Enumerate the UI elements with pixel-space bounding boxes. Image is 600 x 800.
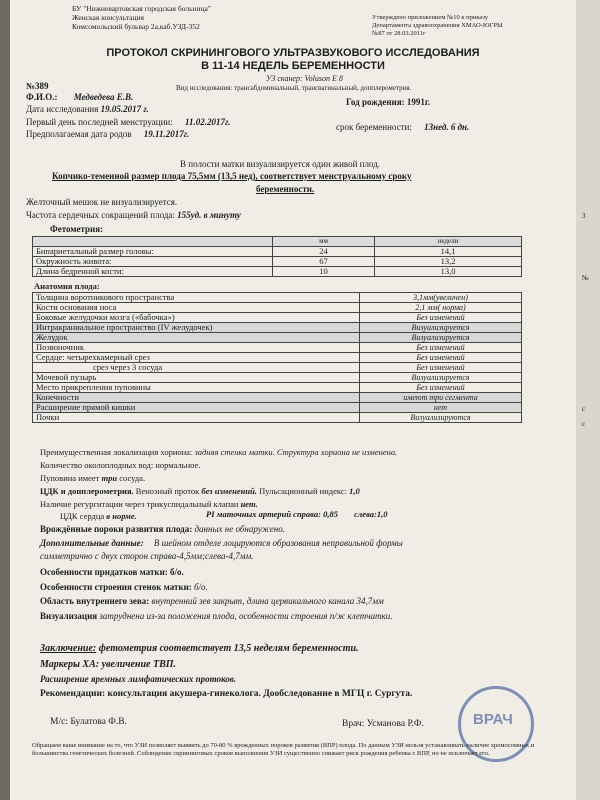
anatomy-param: Желудок	[33, 333, 360, 343]
table-row	[33, 323, 522, 333]
anatomy-param: Позвоночник	[33, 343, 360, 353]
clinic-address: Комсомольский бульвар 2а,каб.УЗД-352	[72, 22, 200, 31]
cord-tail: сосуда.	[119, 473, 146, 483]
stamp-text: ВРАЧ	[473, 711, 513, 728]
table-row	[33, 353, 522, 363]
anatomy-value: Без изменений	[360, 353, 522, 363]
heart-doppler-value: в норме.	[106, 511, 137, 521]
anatomy-param: Боковые желудочки мозга («бабочка»)	[33, 313, 360, 323]
fetus-count: В полости матки визуализируется один живой плод.	[180, 159, 381, 169]
chorion-row	[40, 447, 397, 458]
doppler-label: ЦДК и допплерометрия.	[40, 486, 134, 496]
cord-label: Пуповина имеет	[40, 473, 100, 483]
anatomy-param: Интракраниальное пространство (IV желудочек)	[33, 323, 360, 333]
clinic-header	[72, 4, 211, 31]
document-title: ПРОТОКОЛ СКРИНИНГОВОГО УЛЬТРАЗВУКОВОГО ИССЛЕДОВАНИЯ	[106, 47, 480, 59]
table-row	[33, 303, 522, 313]
term-value: 13нед. 6 дн.	[424, 122, 470, 132]
pi-value: 1,0	[349, 486, 360, 496]
anatomy-param: Сердце: четырехкамерный срез	[33, 353, 360, 363]
term-row	[336, 122, 469, 133]
approval-line-3: №87 от 28.03.2011г	[372, 30, 426, 37]
conclusion-row	[40, 643, 359, 654]
extra-data-value: В шейном отделе лоцируются образования неправильной формы	[153, 538, 403, 548]
visualization-label: Визуализация	[40, 611, 98, 621]
regurgitation-label: Наличие регургитации через трикуспидальный клапан	[40, 499, 239, 509]
pi-label: Пульсационный индекс:	[259, 486, 347, 496]
lmp-date: 11.02.2017г.	[184, 117, 231, 127]
patient-name-row	[26, 92, 133, 103]
adnexa: Особенности придатков матки: б/о.	[40, 567, 184, 577]
approval-line-2: Департамента здравоохранения ХМАО-ЮГРЫ	[372, 22, 503, 29]
scanner-model: УЗ сканер: Voluson E 8	[266, 74, 343, 83]
table-row	[33, 313, 522, 323]
doctor-signature: Врач: Усманова Р.Ф.	[342, 719, 424, 729]
fetometry-header-blank	[33, 237, 273, 247]
internal-os-value: внутренний зев закрыт, длина цервикального канала 34,7мм	[151, 596, 384, 606]
fetometry-table	[32, 236, 522, 277]
extra-data-row	[40, 538, 403, 549]
anatomy-value: Визуализируются	[360, 413, 522, 423]
due-date-row	[26, 129, 189, 140]
table-row	[33, 267, 522, 277]
term-label: срок беременности:	[336, 122, 412, 132]
anatomy-value: Без изменений	[360, 383, 522, 393]
disclaimer-footer: Обращаем ваше внимание на то, что УЗИ позволяет выявить до 70-80 % врожденных пороков развития (ВПР) плода. По данным УЗИ нельзя устанавливать наличие хромосомных и большинства генетических болезней. Соблюдение скрининговых сроков выполнения УЗИ существенно снижает риск рождения ребенка с ВПР, но не исключает его.	[32, 742, 535, 757]
visualization-value: затруднена из-за положения плода, особенности строения п/ж клетчатки.	[99, 611, 393, 621]
study-type: Вид исследования: трансабдоминальный, трансвагинальный, допплерометрия.	[176, 84, 412, 92]
col-mm: мм	[273, 237, 375, 247]
anatomy-value: Без изменений	[360, 343, 522, 353]
lmp-label: Первый день последней менструации:	[26, 117, 173, 127]
ductus-label: Венозный проток	[135, 486, 200, 496]
fetometry-mm: 24	[273, 247, 375, 257]
protocol-sheet	[10, 0, 576, 800]
uterine-arteries-left: слева:1,0	[354, 509, 388, 519]
table-row	[33, 403, 522, 413]
anatomy-value: Визуализируется	[360, 323, 522, 333]
malformations-label: Врождённые пороки развития плода:	[40, 524, 193, 534]
fetometry-weeks: 14,1	[375, 247, 522, 257]
conclusion-value: фетометрия соответствует 13,5 неделям беременности.	[98, 643, 359, 654]
malformations-row	[40, 524, 285, 535]
anatomy-value: 3,1мм(увеличен)	[360, 293, 522, 303]
table-row	[33, 373, 522, 383]
due-date-label: Предполагаемая дата родов	[26, 129, 132, 139]
internal-os-label: Область внутреннего зева:	[40, 596, 150, 606]
heart-rate-row	[26, 210, 241, 221]
yolk-sac: Желточный мешок не визуализируется.	[26, 197, 178, 207]
ductus-value: без изменений.	[201, 486, 257, 496]
fetometry-title: Фетометрия:	[50, 224, 104, 234]
study-date-label: Дата исследования	[26, 104, 99, 114]
due-date: 19.11.2017г.	[143, 129, 190, 139]
fetometry-weeks: 13,0	[375, 267, 522, 277]
uterine-arteries-row	[206, 509, 387, 520]
patient-name-label: Ф.И.О.:	[26, 92, 58, 102]
anatomy-value: Без изменений	[360, 363, 522, 373]
anatomy-value: 2,1 мм( норма)	[360, 303, 522, 313]
crl-line-2: беременности.	[256, 184, 315, 194]
fetometry-param: Бипариетальный размер головы:	[33, 247, 273, 257]
anatomy-param: Место прикрепления пуповины	[33, 383, 360, 393]
anatomy-param: Кости основания носа	[33, 303, 360, 313]
patient-name: Медведева Е.В.	[73, 92, 134, 102]
study-date: 19.05.2017 г.	[100, 104, 149, 114]
fetometry-mm: 67	[273, 257, 375, 267]
extra-data-value-2: симметрично с двух сторон справа-4,5мм;слева-4,7мм.	[40, 551, 254, 561]
fetometry-param: Длина бедренной кости:	[33, 267, 273, 277]
anatomy-title: Анатомия плода:	[34, 281, 100, 291]
table-row	[33, 363, 522, 373]
table-row	[33, 413, 522, 423]
regurgitation-value: нет.	[240, 499, 258, 509]
visualization-row	[40, 611, 393, 622]
cord-vessels: три	[101, 473, 118, 483]
extra-data-label: Дополнительные данные:	[40, 538, 144, 548]
anatomy-param: Толщина воротникового пространства	[33, 293, 360, 303]
heart-doppler-label: ЦДК сердца	[60, 511, 105, 521]
recommendations: Рекомендации: консультация акушера-гинеколога. Дообследование в МГЦ г. Сургута.	[40, 689, 413, 699]
anatomy-param: Мочевой пузырь	[33, 373, 360, 383]
edge-char: с	[582, 405, 586, 413]
amniotic-fluid: Количество околоплодных вод: нормальное.	[40, 460, 201, 470]
uterine-arteries-right: PI маточных артерий справа: 0,85	[206, 509, 338, 519]
protocol-number: №389	[26, 81, 49, 91]
anatomy-value: имеют три сегмента	[360, 393, 522, 403]
anatomy-param: Почки	[33, 413, 360, 423]
uterine-walls-label: Особенности строения стенок матки:	[40, 582, 192, 592]
edge-char: с	[582, 420, 586, 428]
table-row	[33, 393, 522, 403]
nurse-signature: М/с: Булатова Ф.В.	[50, 717, 127, 727]
study-date-row	[26, 104, 149, 115]
uterine-walls-value: б/о.	[194, 582, 208, 592]
table-row	[33, 257, 522, 267]
col-weeks: недели	[375, 237, 522, 247]
table-row	[33, 343, 522, 353]
approval-header	[372, 14, 503, 38]
birth-year: Год рождения: 1991г.	[346, 97, 431, 107]
table-row	[33, 333, 522, 343]
internal-os-row	[40, 596, 384, 607]
adjacent-page-edge	[576, 0, 600, 800]
fetometry-mm: 10	[273, 267, 375, 277]
anatomy-table	[32, 292, 522, 423]
lmp-row	[26, 117, 230, 128]
edge-char: 3	[582, 212, 586, 220]
cord-row	[40, 473, 145, 484]
heart-rate-value: 155уд. в минуту	[177, 210, 241, 220]
fetometry-header	[33, 237, 522, 247]
edge-char: №	[582, 274, 589, 282]
malformations-value: данных не обнаружено.	[194, 524, 286, 534]
table-row	[33, 247, 522, 257]
crl-line: Копчико-теменной размер плода 75,5мм (13,5 нед), соответствует менструальному сроку	[52, 171, 412, 181]
table-row	[33, 383, 522, 393]
anatomy-param: Конечности	[33, 393, 360, 403]
table-row	[33, 293, 522, 303]
document-subtitle: В 11-14 НЕДЕЛЬ БЕРЕМЕННОСТИ	[201, 60, 385, 72]
chorion-label: Преимущественная локализация хориона:	[40, 447, 193, 457]
fetometry-weeks: 13,2	[375, 257, 522, 267]
anatomy-value: Визуализируется	[360, 373, 522, 383]
approval-line-1: Утверждено приложением №10 к приказу	[372, 14, 488, 21]
heart-rate-label: Частота сердечных сокращений плода:	[26, 210, 175, 220]
anatomy-value: Без изменений	[360, 313, 522, 323]
fetometry-param: Окружность живота:	[33, 257, 273, 267]
clinic-name: БУ "Нижневартовская городская больница"	[72, 4, 211, 13]
anatomy-param: Расширение прямой кишки	[33, 403, 360, 413]
clinic-department: Женская консультация	[72, 13, 144, 22]
anatomy-value: Визуализируется	[360, 333, 522, 343]
doppler-row	[40, 486, 360, 497]
uterine-walls-row	[40, 582, 208, 593]
markers: Маркеры ХА: увеличение ТВП.	[40, 659, 177, 670]
anatomy-param: срез через 3 сосуда	[33, 363, 360, 373]
conclusion-label: Заключение:	[40, 643, 97, 654]
chorion-value: задняя стенка матки. Структура хориона не изменена.	[194, 447, 398, 457]
heart-doppler-row	[60, 511, 137, 522]
markers-2: Расширение яремных лимфатических протоков.	[40, 674, 236, 684]
anatomy-value: нет	[360, 403, 522, 413]
